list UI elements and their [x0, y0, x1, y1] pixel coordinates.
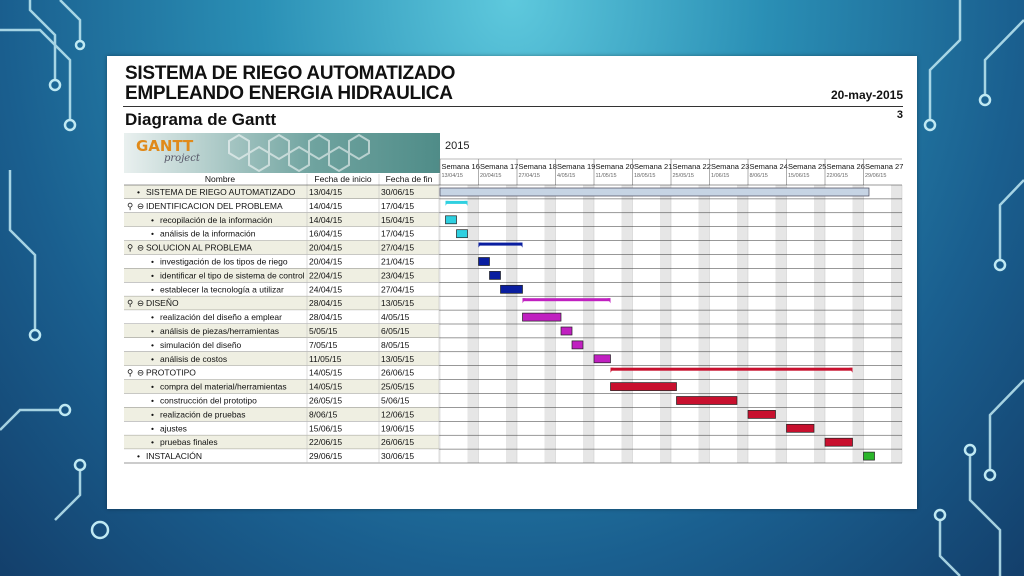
task-name: DISEÑO [146, 298, 179, 309]
task-bar [501, 285, 523, 293]
week-date: 27/04/15 [518, 173, 540, 179]
task-name: PROTOTIPO [146, 367, 196, 378]
week-label: Semana 24 [749, 162, 788, 171]
task-name: INSTALACIÓN [146, 451, 203, 462]
collapse-icon: ⊖ [137, 298, 145, 309]
task-bar [523, 313, 562, 321]
task-end-date: 6/05/15 [381, 326, 410, 336]
task-end-date: 27/04/15 [381, 242, 415, 253]
logo-subtext: project [164, 153, 200, 164]
expand-pin-icon: ⚲ [127, 298, 134, 309]
week-date: 29/06/15 [865, 173, 887, 179]
task-end-date: 15/04/15 [381, 214, 415, 225]
task-start-date: 8/06/15 [309, 409, 338, 420]
task-bullet-icon: • [151, 284, 154, 295]
task-end-date: 27/04/15 [381, 284, 415, 295]
page-number: 3 [896, 109, 903, 121]
task-bullet-icon: • [151, 256, 154, 267]
task-bullet-icon: • [151, 409, 154, 420]
column-header-start: Fecha de inicio [314, 174, 372, 184]
task-bullet-icon: • [151, 437, 154, 448]
task-name: ajustes [160, 423, 187, 434]
task-name: análisis de la información [160, 228, 256, 239]
expand-pin-icon: ⚲ [127, 242, 134, 253]
task-end-date: 21/04/15 [381, 256, 415, 267]
task-start-date: 16/04/15 [309, 228, 343, 239]
week-label: Semana 23 [711, 162, 750, 171]
gantt-chart [107, 56, 917, 509]
task-start-date: 28/04/15 [309, 298, 343, 309]
chart-subtitle: Diagrama de Gantt [125, 110, 277, 129]
week-label: Semana 19 [557, 162, 596, 171]
task-bar [594, 355, 611, 363]
task-start-date: 13/04/15 [309, 187, 343, 197]
week-date: 20/04/15 [480, 173, 502, 179]
task-end-date: 13/05/15 [381, 298, 415, 309]
task-bar [748, 410, 776, 418]
task-end-date: 8/05/15 [381, 339, 410, 350]
task-bar [561, 327, 572, 335]
week-label: Semana 25 [788, 162, 827, 171]
week-date: 13/04/15 [441, 173, 463, 179]
task-start-date: 20/04/15 [309, 242, 343, 253]
task-bullet-icon: • [137, 187, 140, 197]
task-bullet-icon: • [151, 228, 154, 239]
task-end-date: 5/06/15 [381, 395, 410, 406]
task-start-date: 14/05/15 [309, 381, 343, 392]
task-end-date: 30/06/15 [381, 451, 415, 462]
task-start-date: 22/06/15 [309, 437, 343, 448]
task-end-date: 25/05/15 [381, 381, 415, 392]
task-name: recopilación de la información [160, 214, 273, 225]
task-end-date: 23/04/15 [381, 270, 415, 281]
report-date: 20-may-2015 [830, 88, 903, 102]
task-name: realización de pruebas [160, 409, 246, 420]
week-date: 4/05/15 [557, 173, 576, 179]
summary-bar [523, 298, 611, 301]
task-name: construcción del prototipo [160, 395, 257, 406]
task-name: IDENTIFICACION DEL PROBLEMA [146, 200, 283, 211]
task-name: identificar el tipo de sistema de control [160, 270, 305, 281]
task-bullet-icon: • [151, 381, 154, 392]
slide [107, 56, 917, 509]
logo-text: GANTT [136, 137, 194, 155]
task-name: SISTEMA DE RIEGO AUTOMATIZADO [146, 187, 296, 197]
task-name: pruebas finales [160, 437, 218, 448]
task-bullet-icon: • [151, 423, 154, 434]
task-end-date: 30/06/15 [381, 187, 415, 197]
week-label: Semana 20 [595, 162, 634, 171]
task-name: investigación de los tipos de riego [160, 256, 288, 267]
task-start-date: 14/04/15 [309, 214, 343, 225]
collapse-icon: ⊖ [137, 200, 145, 211]
task-bar [446, 216, 457, 224]
week-date: 8/06/15 [749, 173, 768, 179]
collapse-icon: ⊖ [137, 367, 145, 378]
task-name: establecer la tecnología a utilizar [160, 284, 284, 295]
task-bullet-icon: • [151, 214, 154, 225]
week-label: Semana 22 [672, 162, 711, 171]
collapse-icon: ⊖ [137, 242, 145, 253]
task-end-date: 17/04/15 [381, 200, 415, 211]
task-start-date: 22/04/15 [309, 270, 343, 281]
summary-bar [446, 201, 468, 204]
week-date: 18/05/15 [634, 173, 656, 179]
task-bar [572, 341, 583, 349]
project-bar [440, 188, 869, 196]
week-label: Semana 17 [480, 162, 519, 171]
task-start-date: 29/06/15 [309, 451, 343, 462]
task-end-date: 19/06/15 [381, 423, 415, 434]
expand-pin-icon: ⚲ [127, 200, 134, 211]
week-label: Semana 21 [634, 162, 673, 171]
task-bar [787, 424, 815, 432]
task-start-date: 14/05/15 [309, 367, 343, 378]
summary-bar [479, 243, 523, 246]
task-bar [864, 452, 875, 460]
week-label: Semana 16 [441, 162, 480, 171]
task-name: análisis de piezas/herramientas [160, 326, 280, 336]
task-name: análisis de costos [160, 353, 228, 364]
summary-bar [611, 368, 853, 371]
task-bar [479, 258, 490, 266]
task-bullet-icon: • [151, 395, 154, 406]
task-end-date: 26/06/15 [381, 437, 415, 448]
task-bar [490, 271, 501, 279]
report-title-line2: EMPLEANDO ENERGIA HIDRAULICA [125, 83, 453, 104]
timeline-year: 2015 [445, 140, 470, 152]
report-title-line1: SISTEMA DE RIEGO AUTOMATIZADO [125, 63, 456, 84]
task-end-date: 4/05/15 [381, 312, 410, 323]
task-bullet-icon: • [151, 270, 154, 281]
task-bar [677, 397, 738, 405]
task-start-date: 15/06/15 [309, 423, 343, 434]
task-name: compra del material/herramientas [160, 381, 287, 392]
task-end-date: 17/04/15 [381, 228, 415, 239]
task-bullet-icon: • [151, 326, 154, 336]
week-label: Semana 27 [865, 162, 904, 171]
task-bullet-icon: • [137, 451, 140, 462]
task-start-date: 7/05/15 [309, 339, 338, 350]
week-date: 15/06/15 [788, 173, 810, 179]
task-bar [457, 230, 468, 238]
week-date: 1/06/15 [711, 173, 730, 179]
task-end-date: 26/06/15 [381, 367, 415, 378]
task-name: simulación del diseño [160, 339, 242, 350]
week-label: Semana 26 [826, 162, 865, 171]
task-bullet-icon: • [151, 353, 154, 364]
week-label: Semana 18 [518, 162, 557, 171]
week-date: 11/05/15 [595, 173, 617, 179]
task-name: realización del diseño a emplear [160, 312, 282, 323]
task-bullet-icon: • [151, 312, 154, 323]
expand-pin-icon: ⚲ [127, 367, 134, 378]
task-start-date: 28/04/15 [309, 312, 343, 323]
task-end-date: 12/06/15 [381, 409, 415, 420]
task-start-date: 20/04/15 [309, 256, 343, 267]
column-header-name: Nombre [204, 174, 236, 184]
week-date: 25/05/15 [672, 173, 694, 179]
task-start-date: 24/04/15 [309, 284, 343, 295]
column-header-end: Fecha de fin [385, 174, 433, 184]
task-start-date: 26/05/15 [309, 395, 343, 406]
task-name: SOLUCION AL PROBLEMA [146, 242, 252, 253]
task-bar [825, 438, 853, 446]
task-end-date: 13/05/15 [381, 353, 415, 364]
task-bar [611, 383, 677, 391]
week-date: 22/06/15 [826, 173, 848, 179]
task-start-date: 11/05/15 [309, 353, 342, 364]
task-bullet-icon: • [151, 339, 154, 350]
task-start-date: 5/05/15 [309, 326, 338, 336]
task-start-date: 14/04/15 [309, 200, 343, 211]
